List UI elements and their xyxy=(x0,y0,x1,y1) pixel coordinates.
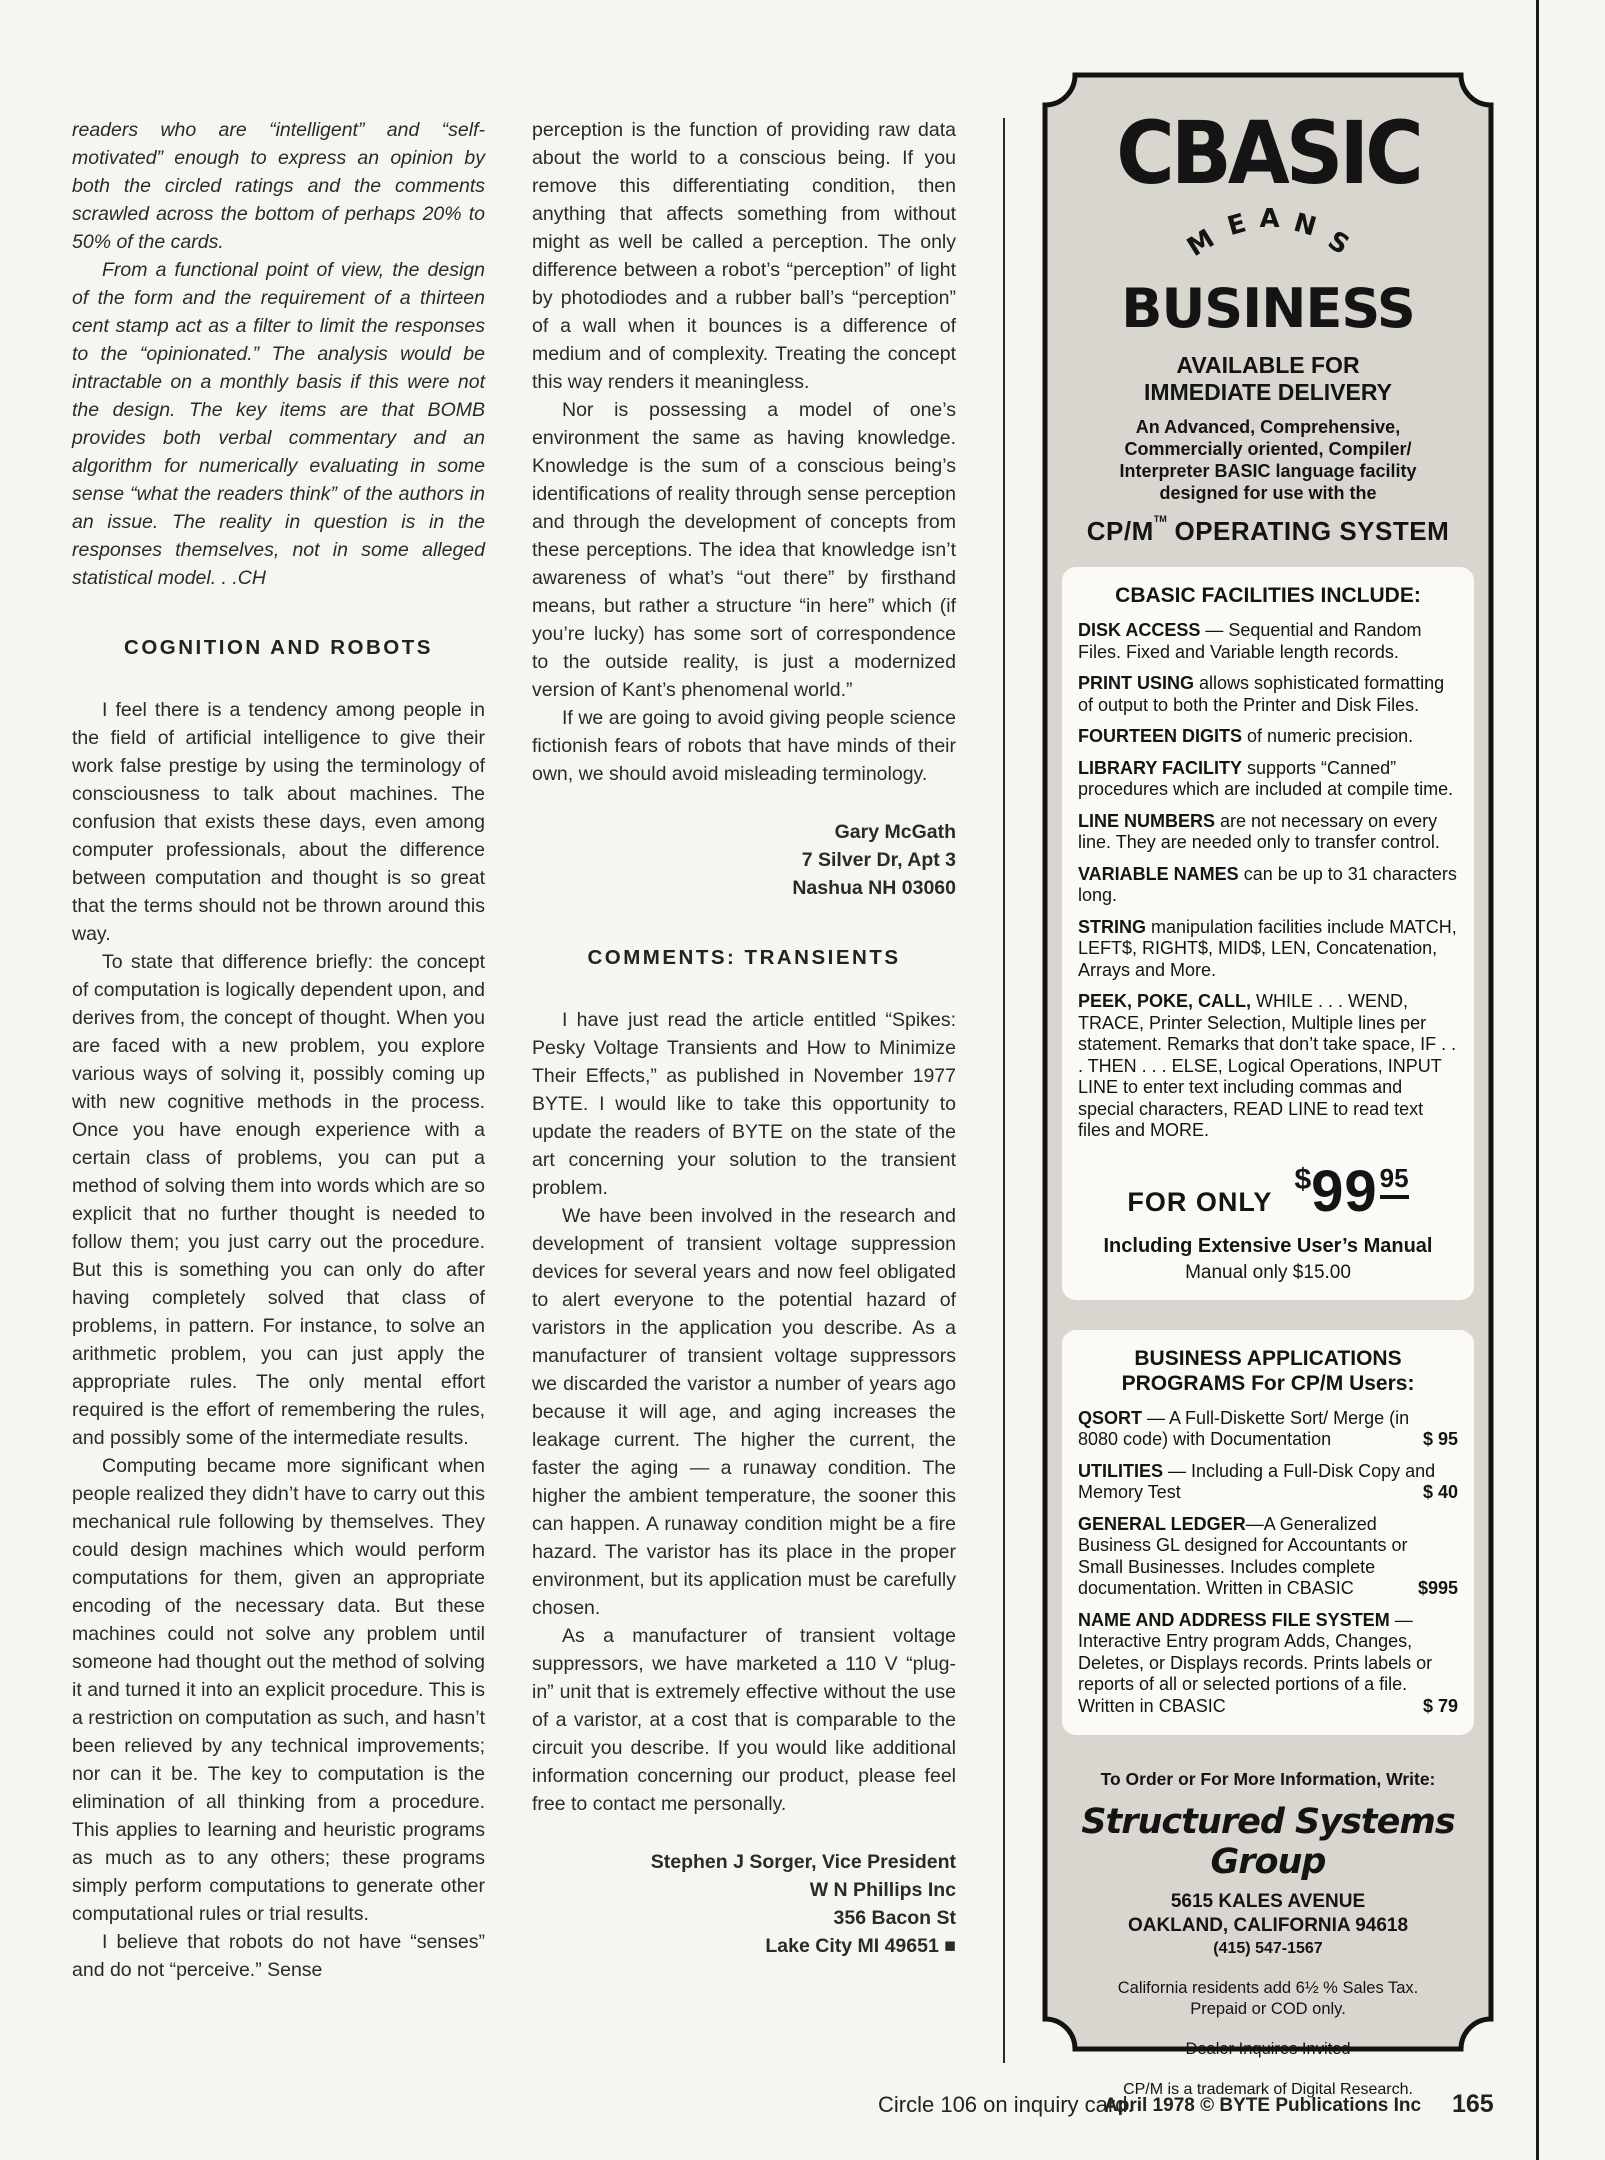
letter-paragraph: As a manufacturer of transient voltage suppressors, we have marketed a 110 V “plug-in” unit that is extremely effective without the use of a varistor, at a cost that is comparable to the circuit you describe. If you would like additional information concerning our product, please feel free to contact me personally. xyxy=(532,1625,956,1815)
program-term: QSORT xyxy=(1078,1407,1143,1428)
business-title: BUSINESS APPLICATIONS PROGRAMS For CP/M Users: xyxy=(1121,1346,1415,1395)
arch-letter: S xyxy=(1322,225,1355,261)
cpm-operating-system-line xyxy=(1062,514,1474,547)
column-divider-rule xyxy=(1003,118,1005,2063)
availability-line xyxy=(1062,352,1474,406)
facility-item: DISK ACCESS — Sequential and Random Files. Fixed and Variable length records. xyxy=(1078,620,1422,662)
letter-signature-mcgath xyxy=(532,818,956,902)
program-item: NAME AND ADDRESS FILE SYSTEM — Interactive Entry program Adds, Changes, Deletes, or Displays records. Prints labels or reports of all or selected portions of a file. Written in CBASIC $ 79 xyxy=(1078,1609,1458,1716)
program-term: NAME AND ADDRESS FILE SYSTEM xyxy=(1078,1609,1390,1630)
business-logo: BUSINESS xyxy=(1121,277,1415,340)
signature-name: Gary McGath xyxy=(834,821,956,843)
facility-term: PEEK, POKE, CALL, xyxy=(1078,991,1252,1011)
business-applications-box xyxy=(1062,1330,1474,1736)
program-term: GENERAL LEDGER xyxy=(1078,1513,1246,1534)
facility-term: LINE NUMBERS xyxy=(1078,810,1216,831)
facility-term: VARIABLE NAMES xyxy=(1078,863,1239,884)
cpm-rest: OPERATING SYSTEM xyxy=(1166,516,1450,546)
price-value: $9995 xyxy=(1294,1158,1409,1224)
letter-paragraph: We have been involved in the research and development of transient voltage suppression devices for several years and now feel obligated to alert everyone to the potential hazard of varistors in the application you describe. As a manufacturer of transient voltage suppressors we discarded the varistor a number of years ago because it will age, and aging increases the leakage current. The higher the current, the faster the aging — a runaway condition. The higher the ambient temperature, the sooner this can happen. A runaway condition might be a fire hazard. The varistor has its place in the proper environment, but its application must be carefully chosen. xyxy=(532,1205,956,1619)
arch-letter: M xyxy=(1181,223,1220,263)
letters-column-middle xyxy=(532,116,956,1990)
dealer-note: Dealer Inquires Invited xyxy=(1185,2040,1351,2058)
signature-name: Stephen J Sorger, Vice President xyxy=(650,1851,956,1873)
availability-line-2: IMMEDIATE DELIVERY xyxy=(1144,379,1392,405)
letter-paragraph: Computing became more significant when people realized they didn’t have to carry out this mechanical rule following by themselves. They could design machines which would perform computations for them, given an appropriate encoding of the necessary data. But these machines could not solve any problem until someone had thought out the method of solving it and turned it into an explicit procedure. This is a restriction on computation as such, and hasn’t been relieved by any technical improvements; nor can it be. The key to computation is the elimination of all thinking from a procedure. This applies to learning and heuristic programs as much as to any others; these programs simply perform computations to generate other computational rules or trial results. xyxy=(72,1455,485,1925)
letter-paragraph: I feel there is a tendency among people in the field of artificial intelligence to give their work false prestige by using the terminology of consciousness to talk about machines. The confusion that exists these days, even among computer professionals, about the difference between computation and thought is so great that the terms should not be thrown around this way. xyxy=(72,699,485,945)
inquiry-card-note: Circle 106 on inquiry card. xyxy=(878,2092,1134,2117)
program-price: $995 xyxy=(1417,1578,1458,1598)
signature-address: Nashua NH 03060 xyxy=(792,877,956,899)
letter-paragraph: From a functional point of view, the design of the form and the requirement of a thirteen cent stamp act as a filter to limit the responses to the “opinionated.” The analysis would be intractable on a monthly basis if this were not the design. The key items are that BOMB provides both verbal commentary and an algorithm for numerically evaluating in some sense “what the readers think” of the authors in an issue. The reality in question is in the responses themselves, not in some alleged statistical model. . .CH xyxy=(72,259,485,589)
facility-item: PEEK, POKE, CALL, WHILE . . . WEND, TRACE, Printer Selection, Multiple lines per statement. Remarks that don’t take space, IF . . . THEN . . . ELSE, Logical Operations, INPUT LINE to enter text including commas and special characters, READ LINE to read text files and MORE. xyxy=(1078,991,1457,1140)
program-item: GENERAL LEDGER—A Generalized Business GL designed for Accountants or Small Businesses. Includes complete documentation. Written in CBASIC $995 xyxy=(1078,1513,1458,1598)
cpm-trademark-note: CP/M is a trademark of Digital Research. xyxy=(1123,2081,1413,2098)
manual-included-note: Including Extensive User’s Manual xyxy=(1103,1234,1433,1257)
price-label: FOR ONLY xyxy=(1127,1186,1273,1217)
letter-paragraph: Nor is possessing a model of one’s environment the same as having knowledge. Knowledge is the sum of a conscious being’s identifications of reality through sense perception and through the development of concepts from these perceptions. The idea that knowledge isn’t awareness of what’s “out there” by firsthand means, but rather a structure “in here” which (if you’re lucky) has some sort of correspondence to the outside reality, is just a modernized version of Kant’s phenomenal world.” xyxy=(532,399,956,701)
letter-heading-transients: COMMENTS: TRANSIENTS xyxy=(587,946,901,969)
signature-address: Lake City MI 49651 ■ xyxy=(765,1935,956,1957)
arch-letter: E xyxy=(1223,208,1250,243)
facility-term: PRINT USING xyxy=(1078,673,1195,693)
letters-column-left xyxy=(72,116,485,1984)
arch-letter: A xyxy=(1259,204,1280,234)
program-price: $ 79 xyxy=(1422,1695,1458,1716)
company-address: 5615 KALES AVENUE OAKLAND, CALIFORNIA 94618 xyxy=(1127,1891,1409,1936)
issue-copyright: April 1978 © BYTE Publications Inc xyxy=(1104,2095,1422,2116)
facility-term: LIBRARY FACILITY xyxy=(1078,757,1243,778)
letter-paragraph: To state that difference briefly: the concept of computation is logically dependent upon, and derives from, the concept of thought. When you are faced with a new problem, you explore various ways of solving it, possibly coming up with new cognitive methods in the process. Once you have enough experience with a certain class of problems, you can put a method of solving them into words which are so explicit that no further thought is needed to follow them; you just carry out the procedure. But this is something you can only do after having completely solved that class of problems, in pattern. For instance, to solve an arithmetic problem, you can just apply the appropriate rules. The only mental effort required is the effort of remembering the rules, and possibly some of the intermediate results. xyxy=(72,951,485,1449)
manual-only-note: Manual only $15.00 xyxy=(1185,1261,1351,1283)
order-instruction: To Order or For More Information, Write: xyxy=(1100,1769,1436,1789)
letter-paragraph: If we are going to avoid giving people science fictionish fears of robots that have minds of their own, we should avoid misleading terminology. xyxy=(532,707,956,785)
facilities-box xyxy=(1062,567,1474,1300)
program-item: UTILITIES — Including a Full-Disk Copy and Memory Test $ 40 xyxy=(1078,1460,1458,1502)
facility-item: LINE NUMBERS are not necessary on every line. They are needed only to transfer control. xyxy=(1078,810,1440,852)
price-row xyxy=(1078,1158,1458,1225)
signature-address: 7 Silver Dr, Apt 3 xyxy=(801,849,956,871)
sales-tax-note: California residents add 6½ % Sales Tax. Prepaid or COD only. xyxy=(1117,1979,1419,2018)
page-edge-rule xyxy=(1536,0,1539,2160)
letter-paragraph: I have just read the article entitled “Spikes: Pesky Voltage Transients and How to Minimize Their Effects,” as published in November 1977 BYTE. I would like to take this opportunity to update the readers of BYTE on the state of the art concerning your solution to the transient problem. xyxy=(532,1009,956,1199)
program-price: $ 95 xyxy=(1422,1429,1458,1449)
facility-term: DISK ACCESS xyxy=(1078,620,1201,640)
letter-paragraph: I believe that robots do not have “senses” and do not “perceive.” Sense xyxy=(72,1931,485,1981)
dollar-sign: $ xyxy=(1294,1162,1312,1196)
structured-systems-group-logo: Structured Systems Group xyxy=(1081,1802,1455,1882)
facilities-title: CBASIC FACILITIES INCLUDE: xyxy=(1115,584,1421,607)
cpm-name: CP/M xyxy=(1086,516,1154,546)
cbasic-advertisement xyxy=(1042,72,1494,2098)
facility-item: LIBRARY FACILITY supports “Canned” procedures which are included at compile time. xyxy=(1078,757,1454,799)
program-item: QSORT — A Full-Diskette Sort/ Merge (in 8080 code) with Documentation $ 95 xyxy=(1078,1407,1458,1449)
facility-item: FOURTEEN DIGITS of numeric precision. xyxy=(1078,726,1414,746)
page-number: 165 xyxy=(1452,2090,1494,2118)
program-price: $ 40 xyxy=(1422,1482,1458,1502)
program-term: UTILITIES xyxy=(1078,1460,1163,1481)
letter-paragraph: readers who are “intelligent” and “self-motivated” enough to express an opinion by both the circled ratings and the comments scrawled across the bottom of perhaps 20% to 50% of the cards. xyxy=(72,119,485,253)
facility-term: FOURTEEN DIGITS xyxy=(1078,726,1243,746)
letter-paragraph: perception is the function of providing raw data about the world to a conscious being. If you remove this differentiating condition, then anything that affects something from without might as well be called a perception. The only difference between a robot’s “perception” of light by photodiodes and a rubber ball’s “perception” of a wall when it bounces is a difference of medium and of complexity. Treating the concept this way renders it meaningless. xyxy=(532,119,956,393)
availability-line-1: AVAILABLE FOR xyxy=(1176,352,1360,378)
cbasic-logo: CBASIC xyxy=(1116,103,1420,204)
signature-address: 356 Bacon St xyxy=(833,1907,956,1929)
company-phone: (415) 547-1567 xyxy=(1213,1940,1323,1957)
facility-item: STRING manipulation facilities include MATCH, LEFT$, RIGHT$, MID$, LEN, Concatenation, Arrays and More. xyxy=(1078,916,1457,980)
letter-signature-sorger xyxy=(532,1848,956,1960)
facility-item: PRINT USING allows sophisticated formatting of output to both the Printer and Disk Files. xyxy=(1078,673,1445,715)
ad-description: An Advanced, Comprehensive, Commercially oriented, Compiler/ Interpreter BASIC language facility designed for use with the xyxy=(1119,417,1417,503)
ad-content xyxy=(1042,72,1494,2109)
letter-heading-cognition: COGNITION AND ROBOTS xyxy=(124,636,433,659)
trademark-symbol: TM xyxy=(1153,514,1167,524)
arch-letter: N xyxy=(1289,207,1320,243)
signature-company: W N Phillips Inc xyxy=(809,1879,956,1901)
facility-term: STRING xyxy=(1078,916,1147,937)
means-arch xyxy=(1062,204,1474,280)
facility-item: VARIABLE NAMES can be up to 31 characters long. xyxy=(1078,863,1457,905)
